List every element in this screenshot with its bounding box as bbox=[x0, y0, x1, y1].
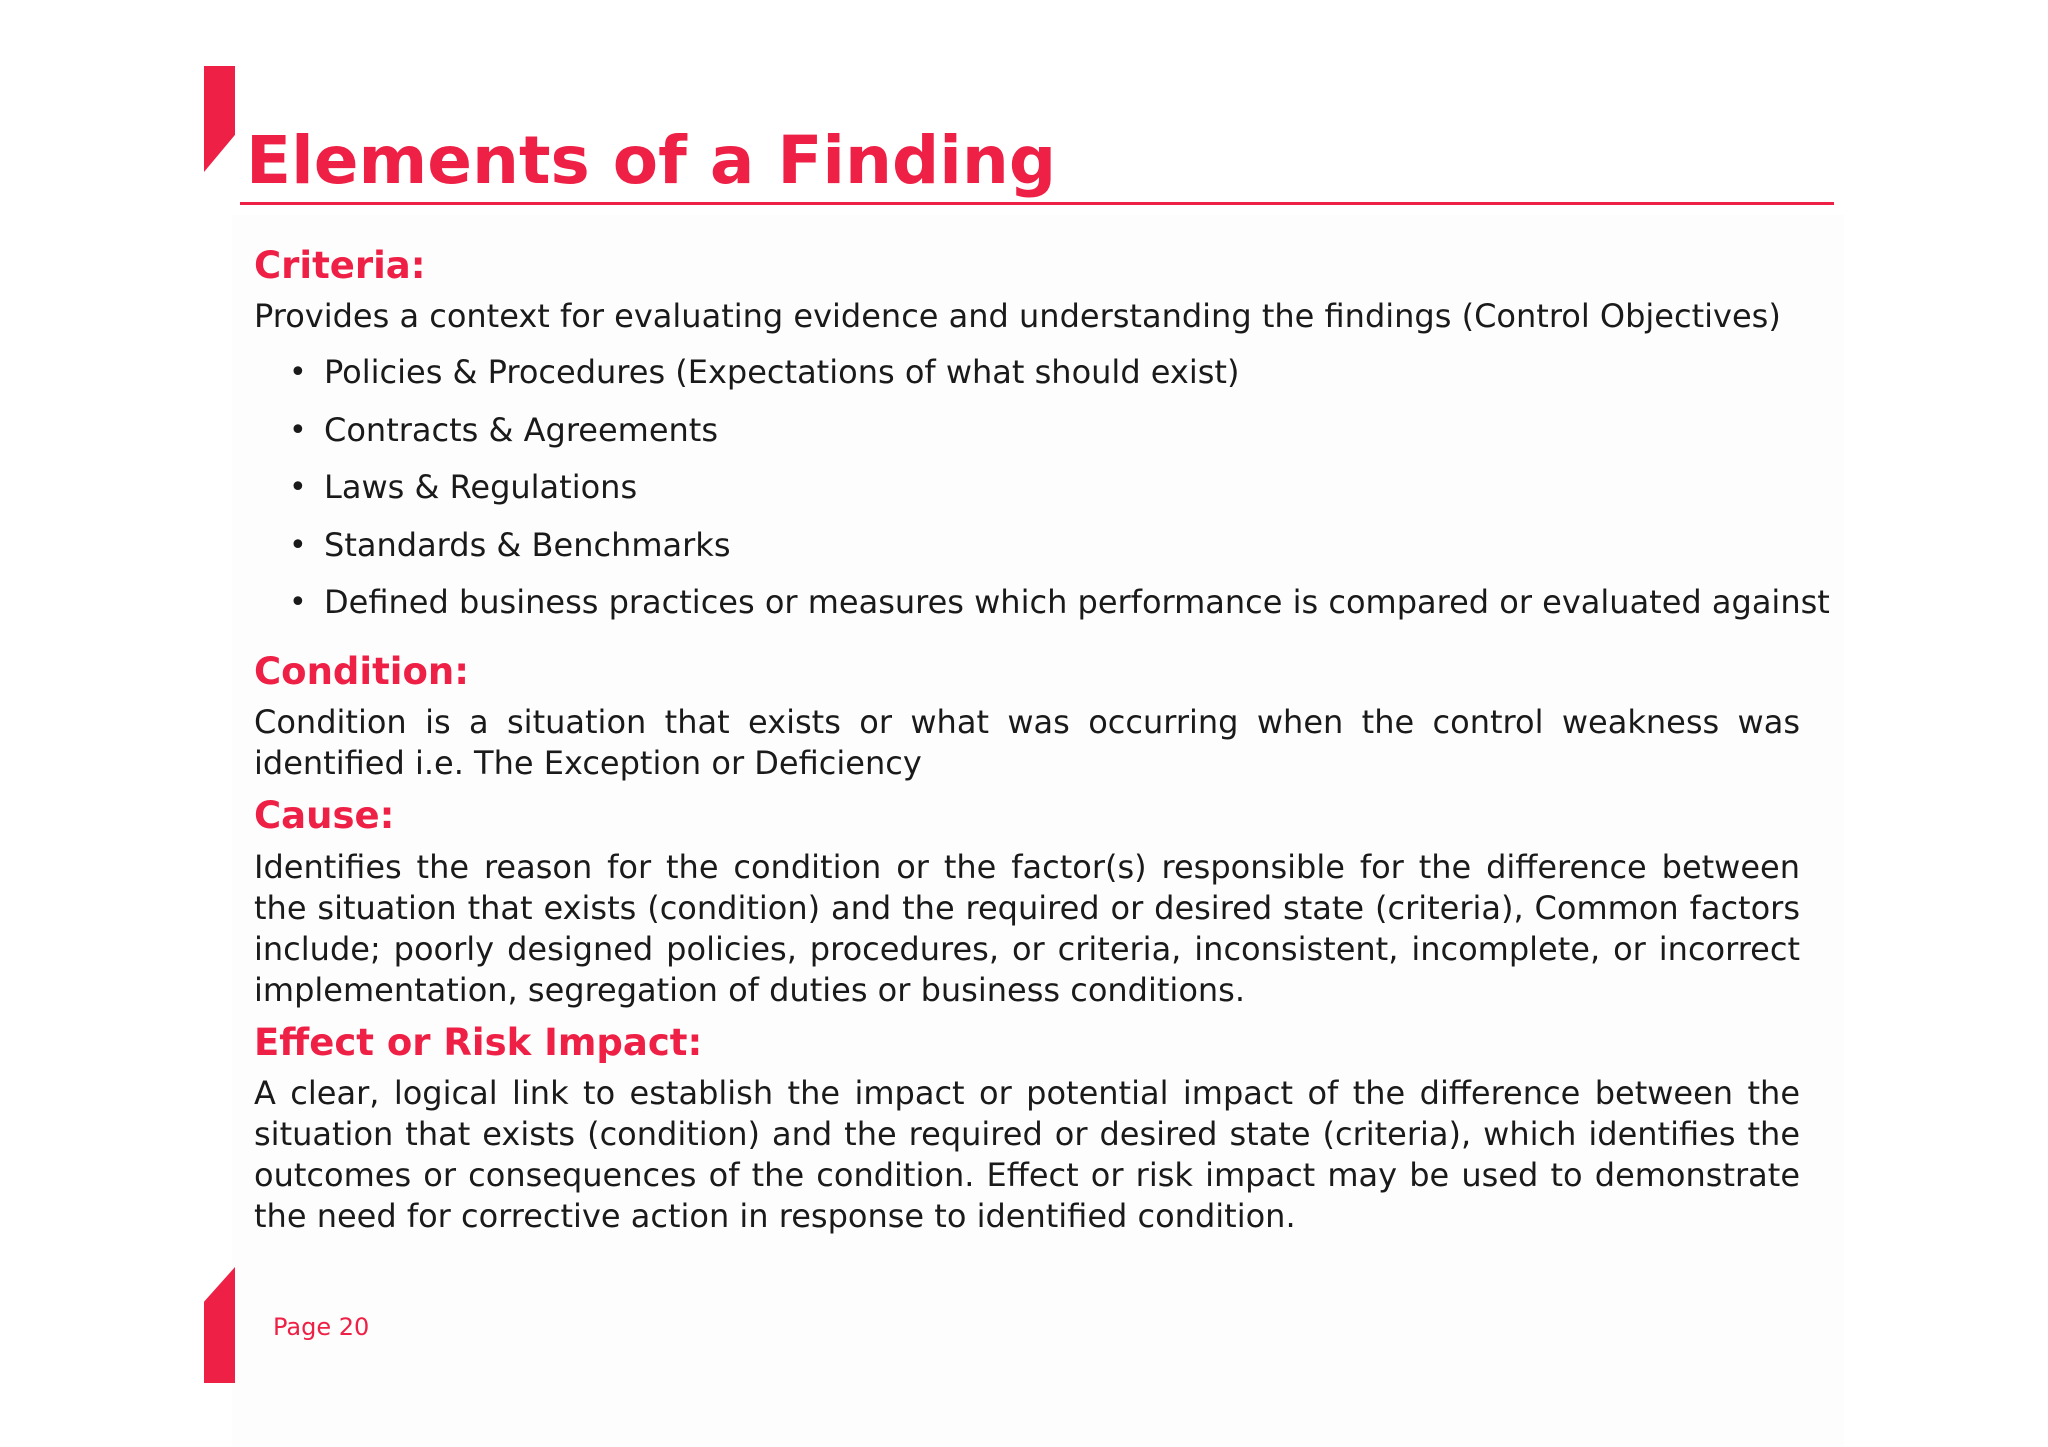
accent-bar-top bbox=[204, 66, 235, 172]
list-item bbox=[254, 517, 1800, 575]
list-item bbox=[254, 344, 1800, 402]
criteria-bullet: Defined business practices or measures which performance is compared or evaluated against bbox=[324, 583, 1830, 622]
effect-heading: Effect or Risk Impact: bbox=[254, 1020, 703, 1064]
slide-body bbox=[254, 240, 1830, 1237]
bullet-dot-icon: • bbox=[289, 527, 307, 563]
criteria-bullet: Standards & Benchmarks bbox=[324, 525, 731, 564]
title-underline bbox=[240, 202, 1834, 205]
cause-heading: Cause: bbox=[254, 794, 395, 838]
bullet-dot-icon: • bbox=[289, 585, 307, 621]
cause-text: Identifies the reason for the condition or the factor(s) responsible for the difference between the situation that exists (condition) and the required or desired state (criteria), Common factors include; poorly designed policies, procedures, or criteria, inconsistent, incomplete, or incorrect implementation, segregation of duties or business conditions. bbox=[254, 847, 1800, 1009]
criteria-list bbox=[254, 344, 1830, 632]
criteria-bullet: Laws & Regulations bbox=[324, 468, 638, 507]
criteria-heading: Criteria: bbox=[254, 244, 426, 287]
list-item bbox=[254, 402, 1800, 460]
condition-heading: Condition: bbox=[254, 649, 470, 693]
page-number: Page 20 bbox=[273, 1313, 370, 1341]
criteria-bullet: Contracts & Agreements bbox=[324, 410, 719, 449]
effect-text: A clear, logical link to establish the impact or potential impact of the difference between the situation that exists (condition) and the required or desired state (criteria), which identifies the outcomes or consequences of the condition. Effect or risk impact may be used to demonstrate the need for corrective action in response to identified condition. bbox=[254, 1074, 1800, 1236]
criteria-bullet: Policies & Procedures (Expectations of what should exist) bbox=[324, 353, 1240, 392]
list-item bbox=[254, 459, 1800, 517]
slide-title: Elements of a Finding bbox=[246, 122, 1057, 199]
accent-bar-bottom bbox=[204, 1267, 235, 1383]
condition-text: Condition is a situation that exists or what was occurring when the control weakness was identified i.e. The Exception or Deficiency bbox=[254, 703, 1800, 783]
list-item bbox=[254, 574, 1830, 632]
bullet-dot-icon: • bbox=[289, 412, 307, 448]
bullet-dot-icon: • bbox=[289, 470, 307, 506]
criteria-intro: Provides a context for evaluating evidence and understanding the findings (Control Objectives) bbox=[254, 297, 1781, 336]
bullet-dot-icon: • bbox=[289, 355, 307, 391]
